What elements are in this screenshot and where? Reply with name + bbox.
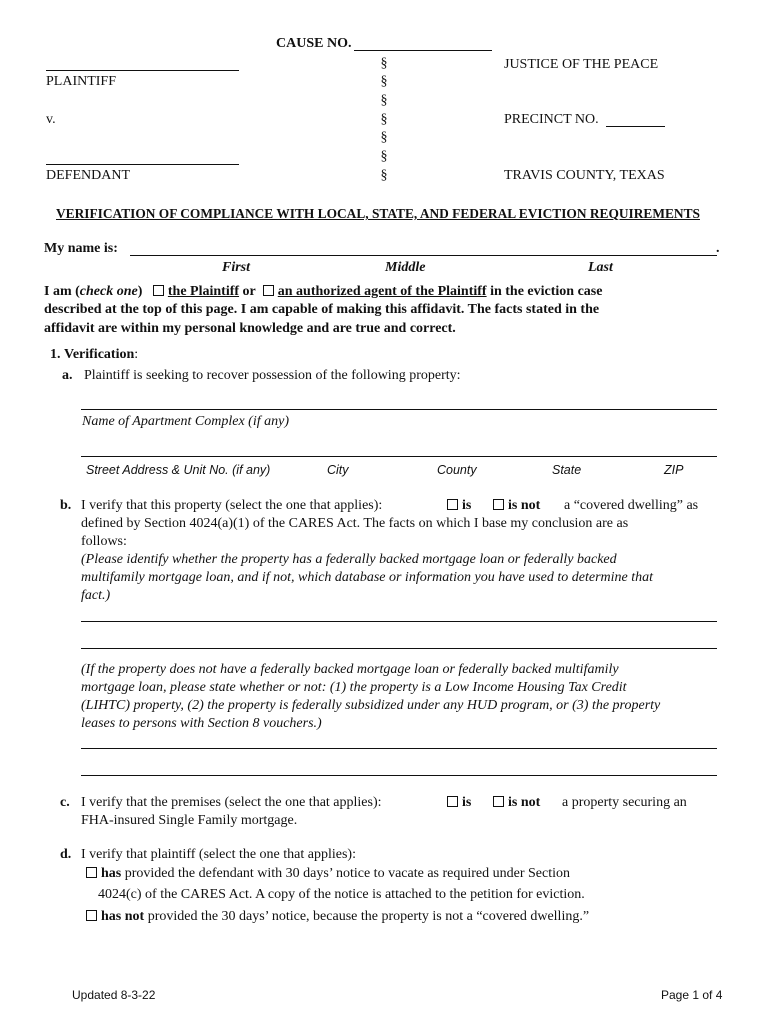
document-title: VERIFICATION OF COMPLIANCE WITH LOCAL, STATE, AND FEDERAL EVICTION REQUIREMENTS: [56, 206, 700, 221]
verification-title: Verification: [64, 347, 135, 362]
intro-line-2: described at the top of this page. I am capable of making this affidavit. The facts stated in the: [44, 302, 600, 317]
defendant-name-field[interactable]: [46, 164, 239, 165]
item-a-text: Plaintiff is seeking to recover possession of the following property:: [84, 368, 461, 383]
first-name-caption: First: [222, 260, 251, 275]
agent-option-label: an authorized agent of the Plaintiff: [277, 284, 487, 299]
address-field[interactable]: [81, 456, 717, 457]
item-b-label: b.: [60, 498, 72, 513]
section-mark: §: [380, 149, 388, 164]
item-b-instruction-2: multifamily mortgage loan, and if not, which database or information you have used to determine that: [81, 570, 654, 585]
d-has-not-label: has not: [101, 909, 145, 924]
capacity-rest-text: in the eviction case: [490, 284, 603, 299]
close-paren-text: ): [137, 284, 143, 299]
b-is-not-option: [493, 498, 540, 514]
b-is-checkbox[interactable]: [447, 499, 458, 510]
plaintiff-label: PLAINTIFF: [46, 74, 117, 89]
name-period: .: [716, 241, 720, 256]
city-caption: City: [327, 463, 349, 477]
item-b-line1: I verify that this property (select the one that applies):: [81, 498, 383, 513]
capacity-line: [44, 284, 602, 300]
plaintiff-option-label: the Plaintiff: [167, 284, 240, 299]
c-is-label: is: [462, 795, 472, 810]
defendant-label: DEFENDANT: [46, 168, 130, 183]
section-mark: §: [380, 130, 388, 145]
b-status-field-1[interactable]: [81, 748, 717, 749]
b-status-field-2[interactable]: [81, 775, 717, 776]
apartment-name-caption: Name of Apartment Complex (if any): [82, 414, 289, 429]
c-is-checkbox[interactable]: [447, 796, 458, 807]
b-facts-field-2[interactable]: [81, 648, 717, 649]
b-is-not-checkbox[interactable]: [493, 499, 504, 510]
item-b-instruction-1: (Please identify whether the property has a federally backed mortgage loan or federally backed: [81, 552, 617, 567]
name-label: My name is:: [44, 241, 118, 256]
footer-page-number: Page 1 of 4: [661, 988, 723, 1002]
c-is-not-checkbox[interactable]: [493, 796, 504, 807]
section-mark: §: [380, 112, 388, 127]
section-mark: §: [380, 56, 388, 71]
i-am-text: I am (: [44, 284, 80, 299]
item-b-line3: follows:: [81, 534, 127, 549]
county-label: TRAVIS COUNTY, TEXAS: [504, 168, 665, 183]
d-has-not-option: [86, 909, 589, 925]
b-is-not-label: is not: [508, 498, 541, 513]
item-b-instruction-7: leases to persons with Section 8 vouchers.): [81, 716, 322, 731]
item-a-label: a.: [62, 368, 73, 383]
name-field[interactable]: [130, 255, 717, 256]
c-is-not-option: [493, 795, 540, 811]
intro-line-3: affidavit are within my personal knowledge and are true and correct.: [44, 321, 456, 336]
item-d-line1: I verify that plaintiff (select the one that applies):: [81, 847, 356, 862]
b-facts-field-1[interactable]: [81, 621, 717, 622]
state-caption: State: [552, 463, 582, 477]
county-caption: County: [437, 463, 477, 477]
zip-caption: ZIP: [664, 463, 684, 477]
item-b-instruction-4: (If the property does not have a federally backed mortgage loan or federally backed multifamily: [81, 662, 619, 677]
item-b-instruction-6: (LIHTC) property, (2) the property is federally subsidized under any HUD program, or (3) the property: [81, 698, 661, 713]
item-b-line2: defined by Section 4024(a)(1) of the CARES Act. The facts on which I base my conclusion are as: [81, 516, 629, 531]
plaintiff-name-field[interactable]: [46, 70, 239, 71]
item-b-instruction-3: fact.): [81, 588, 111, 603]
section-mark: §: [380, 93, 388, 108]
d-has-text: provided the defendant with 30 days’ notice to vacate as required under Section: [124, 866, 570, 881]
section-mark: §: [380, 168, 388, 183]
cause-no-label: CAUSE NO.: [276, 36, 352, 51]
d-has-not-checkbox[interactable]: [86, 910, 97, 921]
item-c-label: c.: [60, 795, 70, 810]
item-c-line1: I verify that the premises (select the one that applies):: [81, 795, 382, 810]
b-is-option: [447, 498, 471, 514]
item-c-line1-end: a property securing an: [562, 795, 687, 810]
check-one-text: check one: [79, 284, 138, 299]
item-d-label: d.: [60, 847, 72, 862]
item-c-line2: FHA-insured Single Family mortgage.: [81, 813, 298, 828]
c-is-option: [447, 795, 471, 811]
apartment-name-field[interactable]: [81, 409, 717, 410]
d-has-checkbox[interactable]: [86, 867, 97, 878]
plaintiff-checkbox[interactable]: [153, 285, 164, 296]
cause-no-field[interactable]: [354, 50, 492, 51]
d-has-not-text: provided the 30 days’ notice, because the property is not a “covered dwelling.”: [147, 909, 590, 924]
verification-colon: :: [134, 347, 139, 362]
or-text: or: [242, 284, 256, 299]
last-name-caption: Last: [588, 260, 613, 275]
section-mark: §: [380, 74, 388, 89]
item-b-instruction-5: mortgage loan, please state whether or not: (1) the property is a Low Income Housing Tax Credit: [81, 680, 627, 695]
d-has-option: [86, 866, 570, 882]
b-is-label: is: [462, 498, 472, 513]
d-has-label: has: [101, 866, 122, 881]
d-has-text-2: 4024(c) of the CARES Act. A copy of the notice is attached to the petition for eviction.: [98, 887, 585, 902]
precinct-label: PRECINCT NO.: [504, 112, 599, 127]
versus-label: v.: [46, 112, 56, 127]
middle-name-caption: Middle: [385, 260, 426, 275]
c-is-not-label: is not: [508, 795, 541, 810]
item-b-line1-end: a “covered dwelling” as: [564, 498, 699, 513]
footer-updated: Updated 8-3-22: [72, 988, 156, 1002]
agent-checkbox[interactable]: [263, 285, 274, 296]
verification-number: 1.: [50, 347, 61, 362]
verification-heading: [50, 347, 138, 363]
precinct-field[interactable]: [606, 126, 665, 127]
court-label: JUSTICE OF THE PEACE: [504, 57, 659, 72]
street-caption: Street Address & Unit No. (if any): [86, 463, 271, 477]
